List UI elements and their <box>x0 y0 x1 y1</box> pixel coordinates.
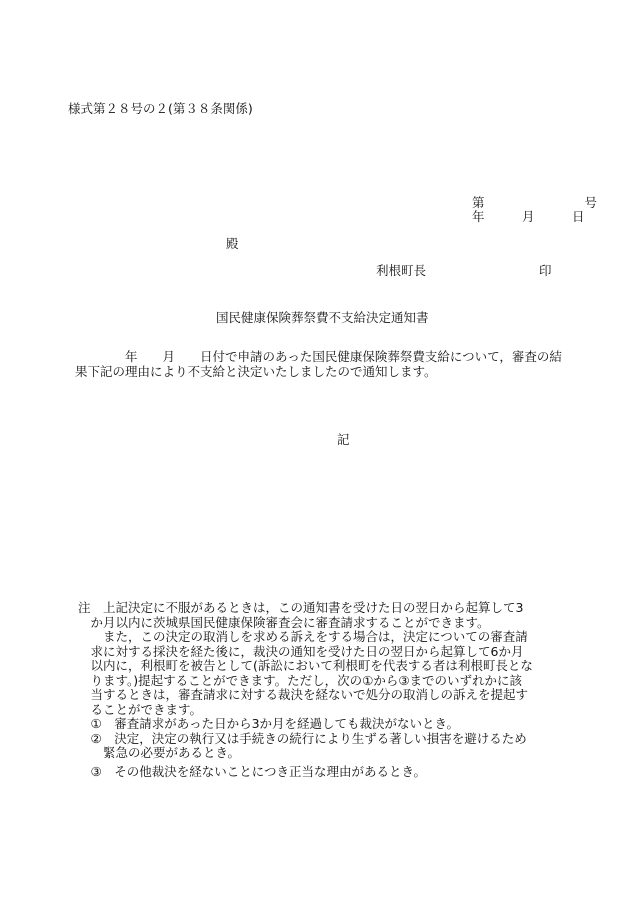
body-line: 年 月 日付で申請のあった国民健康保険葬祭費支給について，審査の結 <box>75 349 562 364</box>
note-line: 緊急の必要があるとき。 <box>78 745 241 760</box>
note-line: ② 決定，決定の執行又は手続きの続行により生ずる著しい損害を避けるため <box>78 730 527 746</box>
note-line: 求に対する採決を経た後に，裁決の通知を受けた日の翌日から起算して6か月 <box>78 643 524 659</box>
note-line: ① 審査請求があった日から3か月を経過しても裁決がないとき。 <box>78 716 460 731</box>
document-number: 第 号 <box>472 195 598 210</box>
note-line: また，この決定の取消しを求める訴えをする場合は，決定についての審査請 <box>78 629 528 644</box>
document-date: 年 月 日 <box>472 209 585 224</box>
form-number: 様式第２８号の２(第３８条関係) <box>68 101 253 116</box>
notes-section <box>78 601 623 779</box>
addressee-honorific: 殿 <box>226 236 239 251</box>
note-line: ります。)提起することができます。ただし，次の①から③までのいずれかに該 <box>78 672 523 688</box>
note-line: 以内に，利根町を被告として(訴訟において利根町を代表する者は利根町長とな <box>78 658 533 673</box>
body-line: 果下記の理由により不支給と決定いたしましたので通知します。 <box>75 364 437 379</box>
body-text <box>75 349 615 379</box>
note-line: ③ その他裁決を経ないことにつき正当な理由があるとき。 <box>78 763 426 779</box>
seal-mark: 印 <box>539 263 552 278</box>
note-line: 注 上記決定に不服があるときは，この通知書を受けた日の翌日から起算して3 <box>78 600 524 615</box>
note-line: 当するときは，審査請求に対する裁決を経ないで処分の取消しの訴えを提起す <box>78 687 529 702</box>
note-line: か月以内に茨城県国民健康保険審査会に審査請求することができます。 <box>78 614 490 630</box>
ki-heading: 記 <box>337 432 350 447</box>
document-title: 国民健康保険葬祭費不支給決定通知書 <box>216 310 429 325</box>
sender-name: 利根町長 <box>376 263 427 278</box>
note-line: ることができます。 <box>78 701 203 717</box>
